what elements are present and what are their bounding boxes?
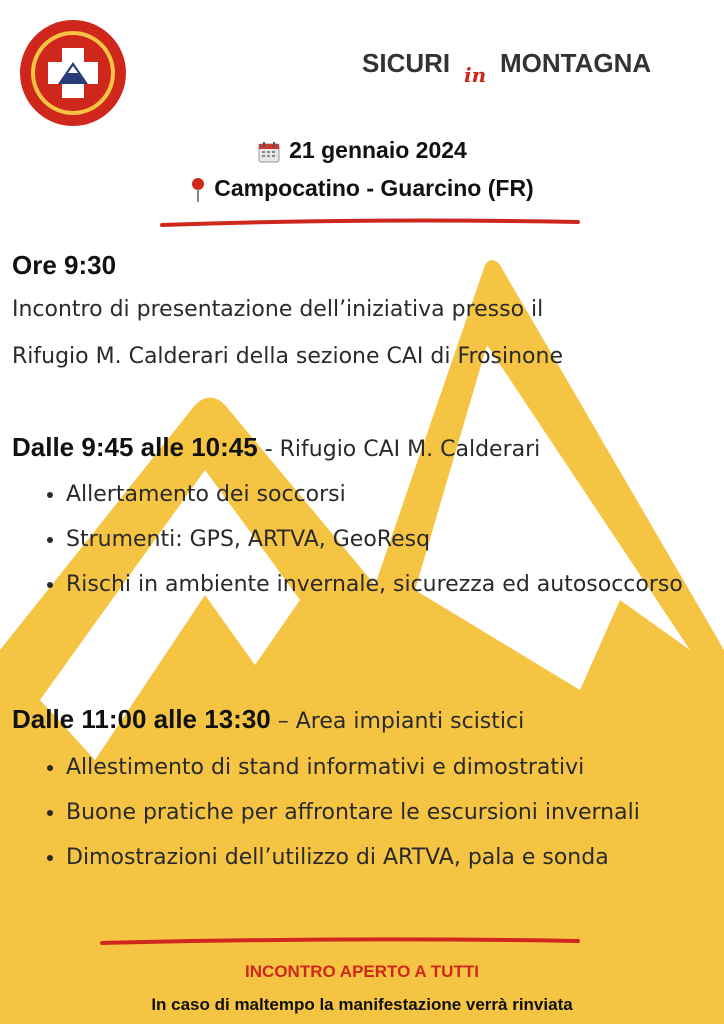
list-item: • Rischi in ambiente invernale, sicurezza ed autosoccorso [66,562,724,607]
svg-text:MONTAGNA: MONTAGNA [500,48,652,78]
calendar-icon [257,140,281,164]
svg-text:SICURI: SICURI [362,48,451,78]
event-place [0,175,724,203]
event-place-text: Campocatino - Guarcino (FR) [214,175,534,201]
section2-location: - Rifugio CAI M. Calderari [257,437,541,462]
section3-location: – Area impianti scistici [270,709,525,734]
section2-list [42,472,724,607]
svg-text:in: in [464,63,487,86]
section2-heading [12,432,540,463]
section1-line1: Incontro di presentazione dell’iniziativa presso il [12,297,544,322]
list-item: • Buone pratiche per affrontare le escursioni invernali [66,790,724,835]
red-underline [160,216,580,230]
bad-weather-notice: In caso di maltempo la manifestazione verrà rinviata [151,995,573,1014]
list-item: • Dimostrazioni dell’utilizzo di ARTVA, pala e sonda [66,835,724,880]
section1-heading: Ore 9:30 [12,250,117,280]
pin-icon [190,177,206,203]
sicuri-in-montagna-logo [360,42,705,86]
section1-line2: Rifugio M. Calderari della sezione CAI di Frosinone [12,344,563,369]
open-to-all-notice: INCONTRO APERTO A TUTTI [245,962,479,981]
section3-list [42,745,724,880]
red-underline [100,935,580,949]
list-item: • Allertamento dei soccorsi [66,472,724,517]
section2-time: Dalle 9:45 alle 10:45 [12,432,258,462]
cnsas-logo [18,18,128,128]
section3-time: Dalle 11:00 alle 13:30 [12,704,271,734]
section3-heading [12,704,524,735]
list-item: • Allestimento di stand informativi e dimostrativi [66,745,724,790]
list-item: • Strumenti: GPS, ARTVA, GeoResq [66,517,724,562]
event-date [0,137,724,164]
event-date-text: 21 gennaio 2024 [289,137,467,163]
